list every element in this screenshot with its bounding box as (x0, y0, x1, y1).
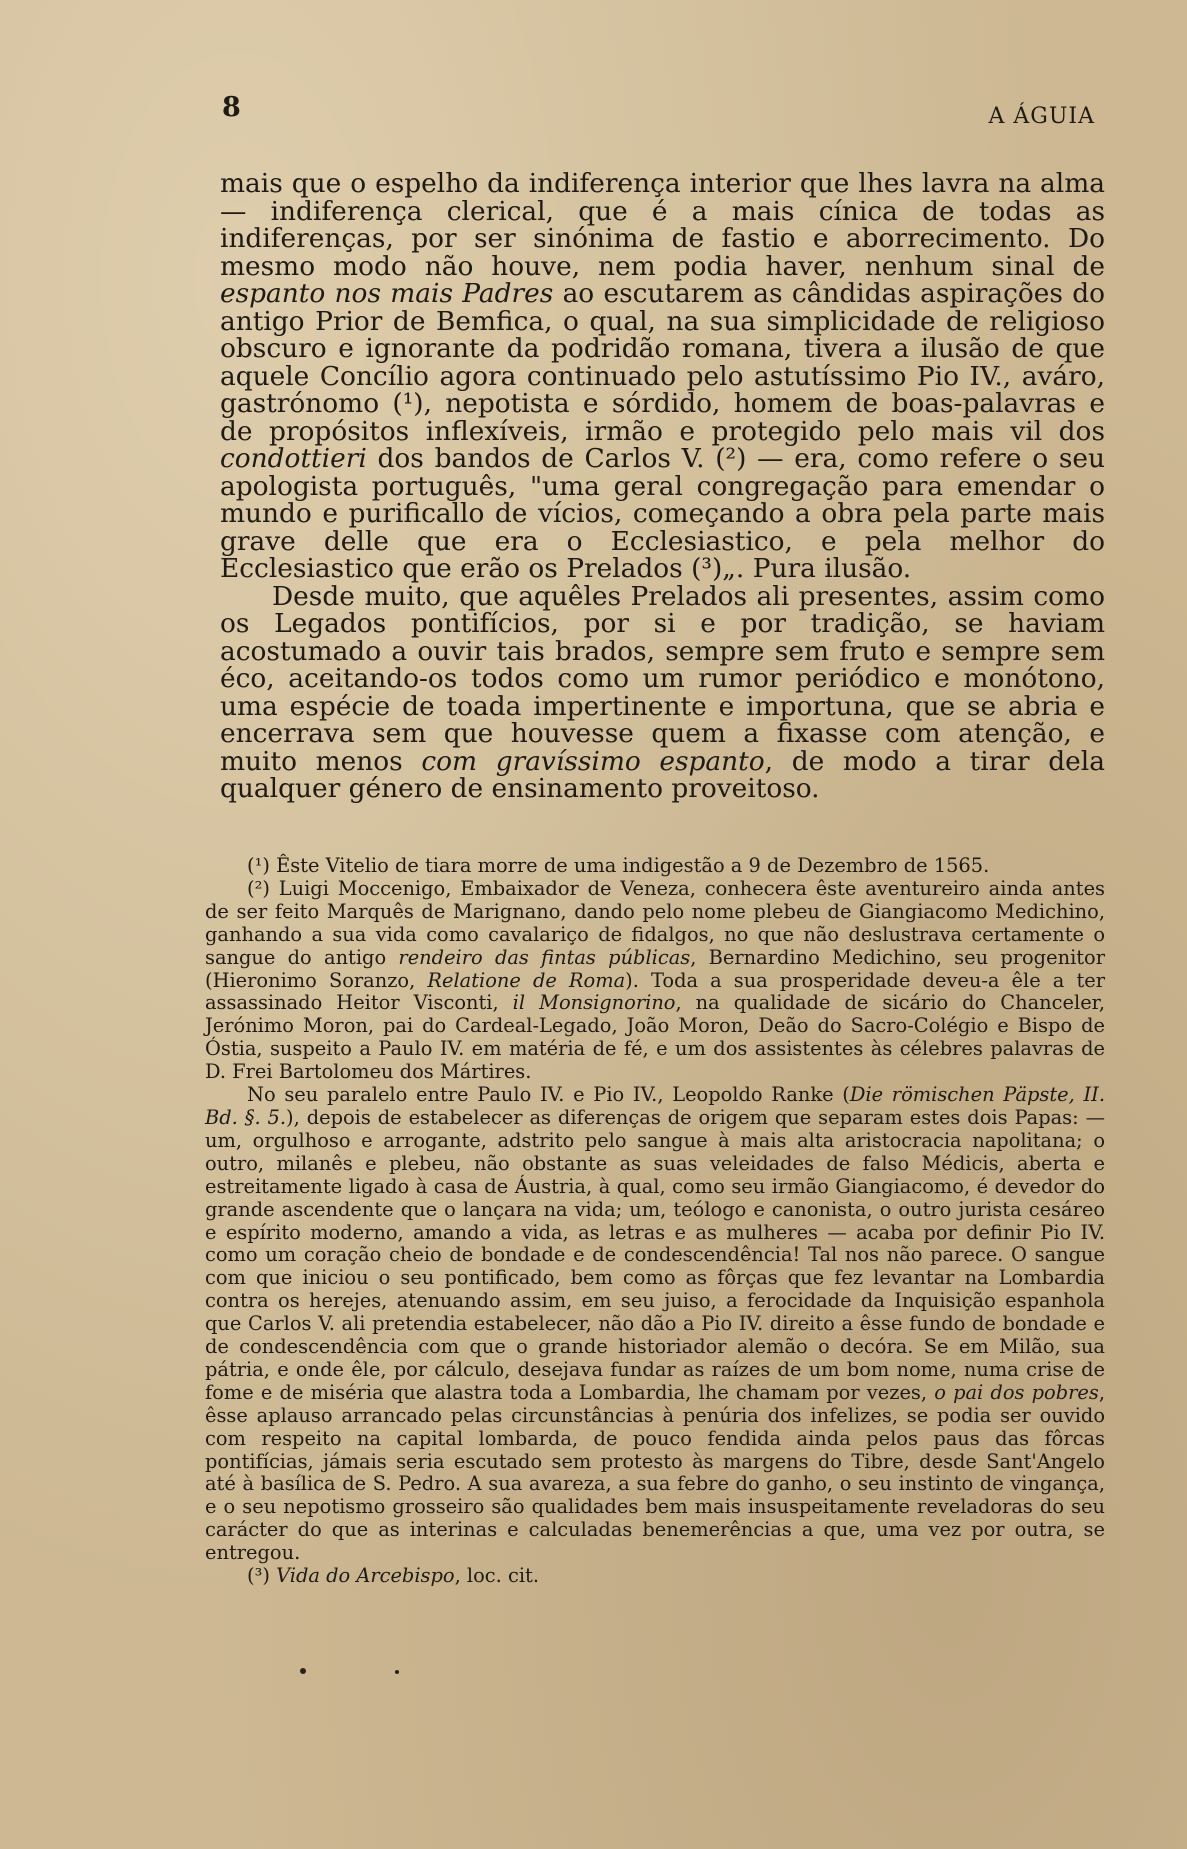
footnote-2-continued: No seu paralelo entre Paulo IV. e Pio IV., Leopoldo Ranke (Die römischen Päpste, II. Bd. §. 5.), depois de estabelecer as diferenças de origem que separam estes dois Papas: — um, orgulhoso e arrogante, adstrito pelo sangue à mais alta aristocracia napolitana; o outro, milanês e plebeu, não obstante as suas veleidades de falso Médicis, aberta e estreitamente ligado à casa de Áustria, à qual, como seu irmão Giangiacomo, é devedor do grande ascendente que o lançara na vida; um, teólogo e canonista, o outro jurista cesáreo e espírito moderno, amando a vida, as letras e as mulheres — acaba por definir Pio IV. como um coração cheio de bondade e de condescendência! Tal nos não parece. O sangue com que iniciou o seu pontificado, bem como as fôrças que fez levantar na Lombardia contra os herejes, atenuando assim, em seu juiso, a ferocidade da Inquisição espanhola que Carlos V. ali pretendia estabelecer, não dão a Pio IV. direito a êsse fundo de bondade e de condescendência com que o grande historiador alemão o decóra. Se em Milão, sua pátria, e onde êle, por cálculo, desejava fundar as raízes de um bom nome, numa crise de fome e de miséria que alastra toda a Lombardia, lhe chamam por vezes, o pai dos pobres, êsse aplauso arrancado pelas circunstâncias à penúria dos infelizes, se podia ser ouvido com respeito na capital lombarda, de pouco fendida ainda pelos paus das fôrcas pontifícias, jámais seria escutado sem protesto às margens do Tibre, desde Sant'Angelo até à basílica de S. Pedro. A sua avareza, a sua febre do ganho, o seu instinto de vingança, e o seu nepotismo grosseiro são qualidades bem mais insuspeitamente reveladoras do seu carácter do que as interinas e calculadas benemerências a que, uma vez por outra, se entregou. (205, 1083, 1106, 1565)
emphasis: o pai dos pobres (934, 1380, 1099, 1404)
running-title: A ÁGUIA (988, 104, 1095, 129)
emphasis: Vida do Arcebispo (276, 1564, 455, 1588)
emphasis: il Monsignorino (512, 991, 676, 1015)
footnote-1: (¹) Êste Vitelio de tiara morre de uma indigestão a 9 de Dezembro de 1565. (247, 854, 990, 877)
emphasis: condottieri (220, 443, 367, 474)
footnote-3: (³) Vida do Arcebispo, loc. cit. (247, 1564, 540, 1588)
emphasis: com gravíssimo espanto (421, 745, 765, 777)
footnote-2: (²) Luigi Moccenigo, Embaixador de Veneza, conhecera êste aventureiro ainda antes de ser feito Marquês de Marignano, dando pelo nome plebeu de Giangiacomo Medichino, ganhando a sua vida como cavalariço de fidalgos, no que não deslustrava certamente o sangue do antigo rendeiro das fintas públicas, Bernardino Medichino, seu progenitor (Hieronimo Soranzo, Relatione de Roma). Toda a sua prosperidade deveu-a êle a ter assassinado Heitor Visconti, il Monsignorino, na qualidade de sicário do Chanceler, Jerónimo Moron, pai do Cardeal-Legado, João Moron, Deão do Sacro-Colégio e Bispo de Óstia, suspeito a Paulo IV. em matéria de fé, e um dos assistentes às célebres palavras de D. Frei Bartolomeu dos Mártires. (205, 876, 1105, 1084)
ink-speck (395, 1670, 399, 1674)
page-header (222, 92, 1095, 132)
page-number: 8 (222, 92, 241, 123)
emphasis: espanto nos mais Padres (220, 278, 554, 309)
paragraph-2: Desde muito, que aquêles Prelados ali presentes, assim como os Legados pontifícios, por si e por tradição, se haviam acostumado a ouvir tais brados, sempre sem fruto e sempre sem éco, aceitando-os todos como um rumor periódico e monótono, uma espécie de toada impertinente e importuna, que se abria e encerrava sem que houvesse quem a fixasse com atenção, e muito menos com gravíssimo espanto, de modo a tirar dela qualquer género de ensinamento proveitoso. (220, 580, 1105, 804)
footnotes (205, 855, 1105, 1588)
paragraph-1: mais que o espelho da indiferença interior que lhes lavra na alma — indiferença clerical, que é a mais cínica de todas as indiferenças, por ser sinónima de fastio e aborrecimento. Do mesmo modo não houve, nem podia haver, nenhum sinal de espanto nos mais Padres ao escutarem as cândidas aspirações do antigo Prior de Bemfica, o qual, na sua simplicidade de religioso obscuro e ignorante da podridão romana, tivera a ilusão de que aquele Concílio agora continuado pelo astutíssimo Pio IV., aváro, gastrónomo (¹), nepotista e sórdido, homem de boas-palavras e de propósitos inflexíveis, irmão e protegido pelo mais vil dos condottieri dos bandos de Carlos V. (²) — era, como refere o seu apologista português, "uma geral congregação para emendar o mundo e purificallo de vícios, começando a obra pela parte mais grave delle que era o Ecclesiastico, e pela melhor do Ecclesiastico que erão os Prelados (³)„. Pura ilusão. (220, 168, 1106, 584)
emphasis: Die römischen Päpste, II. Bd. §. 5. (205, 1083, 1105, 1129)
ink-speck (300, 1668, 306, 1674)
emphasis: rendeiro das fintas públicas (398, 945, 691, 969)
emphasis: Relatione de Roma (427, 968, 626, 992)
main-text (220, 170, 1105, 803)
